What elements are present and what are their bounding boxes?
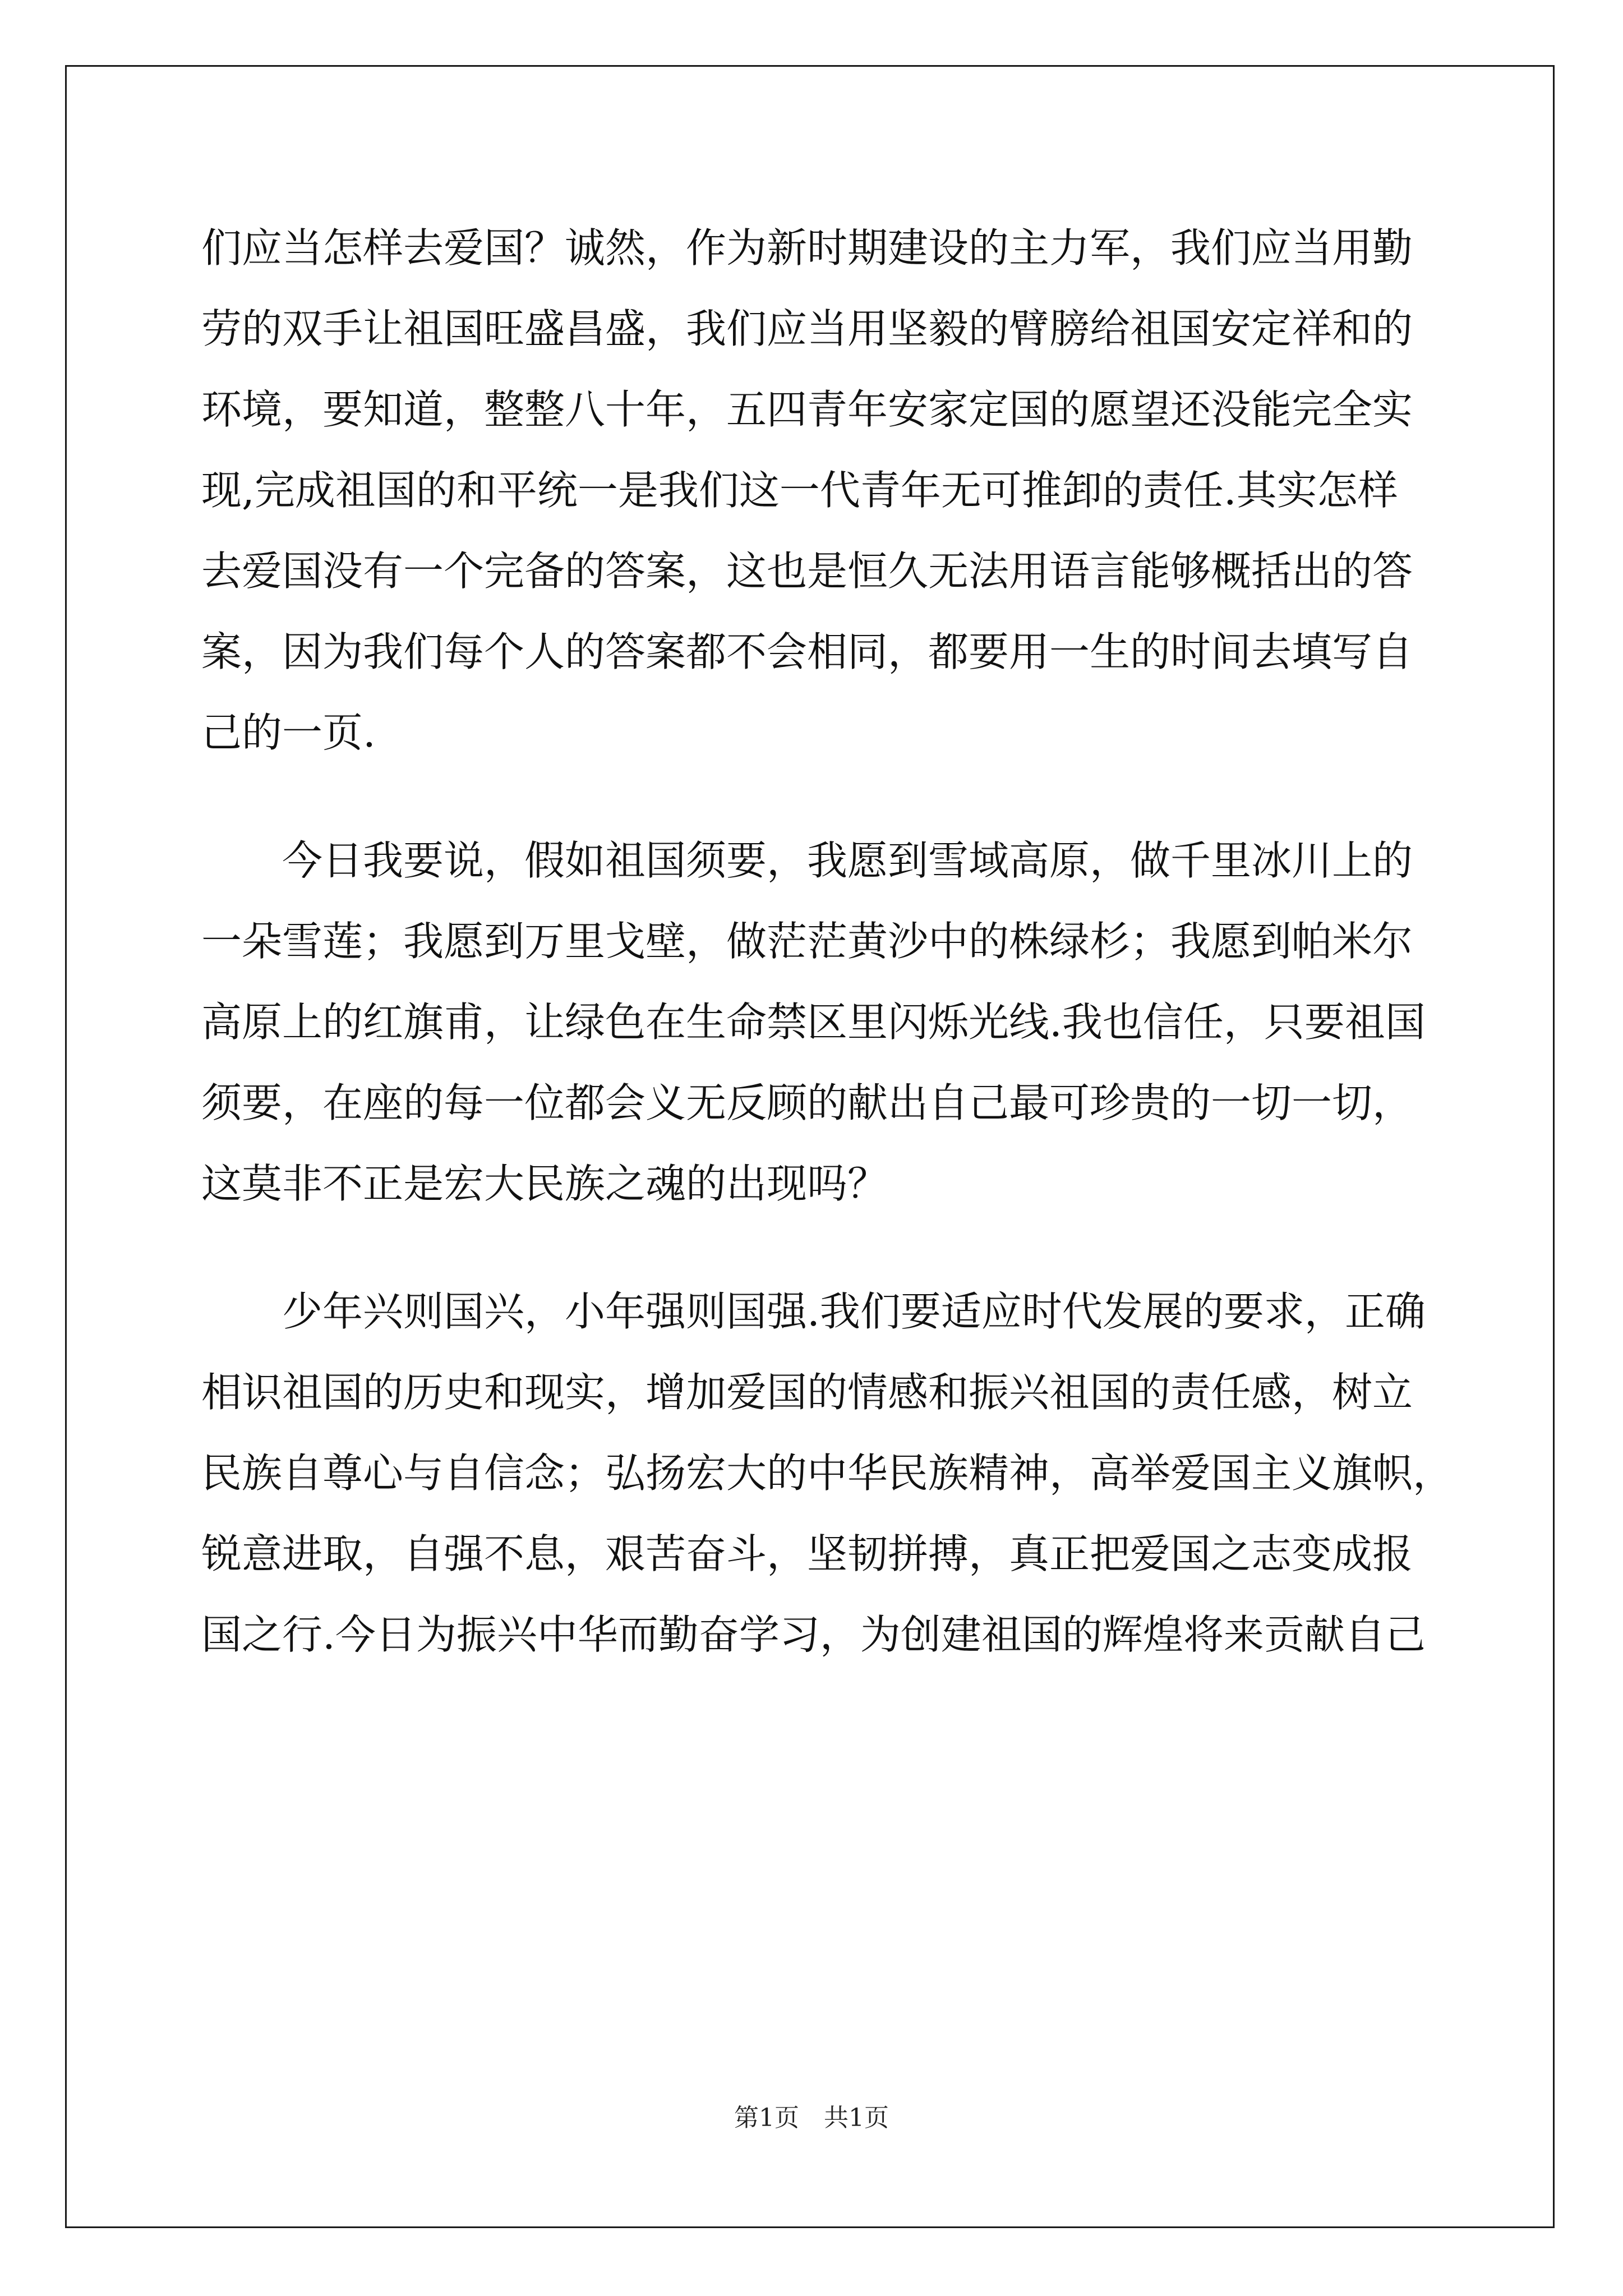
text-line: 去爱国没有一个完备的答案，这也是恒久无法用语言能够概括出的答 — [201, 547, 1413, 595]
text-line: 少年兴则国兴，小年强则国强.我们要适应时代发展的要求，正确 — [282, 1288, 1426, 1335]
text-line: 劳的双手让祖国旺盛昌盛，我们应当用坚毅的臂膀给祖国安定祥和的 — [201, 305, 1413, 352]
text-line: 今日我要说，假如祖国须要，我愿到雪域高原，做千里冰川上的 — [282, 837, 1413, 884]
paragraph-gap — [201, 773, 1426, 820]
text-line: 案，因为我们每个人的答案都不会相同，都要用一生的时间去填写自 — [201, 628, 1413, 675]
paragraph-2 — [201, 820, 1426, 1224]
text-line: 们应当怎样去爱国？诚然，作为新时期建设的主力军，我们应当用勤 — [201, 224, 1413, 272]
text-line: 民族自尊心与自信念；弘扬宏大的中华民族精神，高举爱国主义旗帜， — [201, 1450, 1454, 1497]
document-body — [201, 208, 1454, 1675]
text-line: 环境，要知道，整整八十年，五四青年安家定国的愿望还没能完全实 — [201, 386, 1413, 433]
paragraph-gap — [201, 1224, 1426, 1271]
text-line: 一朵雪莲；我愿到万里戈壁，做茫茫黄沙中的株绿杉；我愿到帕米尔 — [201, 918, 1413, 965]
text-line: 须要，在座的每一位都会义无反顾的献出自己最可珍贵的一切一切， — [201, 1079, 1413, 1126]
text-line: 现,完成祖国的和平统一是我们这一代青年无可推卸的责任.其实怎样 — [201, 467, 1398, 514]
text-line: 锐意进取，自强不息，艰苦奋斗，坚韧拼搏，真正把爱国之志变成报 — [201, 1530, 1413, 1577]
text-line: 这莫非不正是宏大民族之魂的出现吗？ — [201, 1160, 888, 1207]
text-line: 高原上的红旗甫，让绿色在生命禁区里闪烁光线.我也信任，只要祖国 — [201, 999, 1426, 1046]
paragraph-1 — [201, 208, 1426, 773]
paragraph-3 — [201, 1271, 1454, 1675]
text-line: 己的一页. — [201, 709, 376, 756]
text-line: 相识祖国的历史和现实，增加爱国的情感和振兴祖国的责任感，树立 — [201, 1369, 1413, 1416]
text-line: 国之行.今日为振兴中华而勤奋学习，为创建祖国的辉煌将来贡献自己 — [201, 1611, 1426, 1658]
page-number-footer: 第1页 共1页 — [734, 2104, 889, 2132]
